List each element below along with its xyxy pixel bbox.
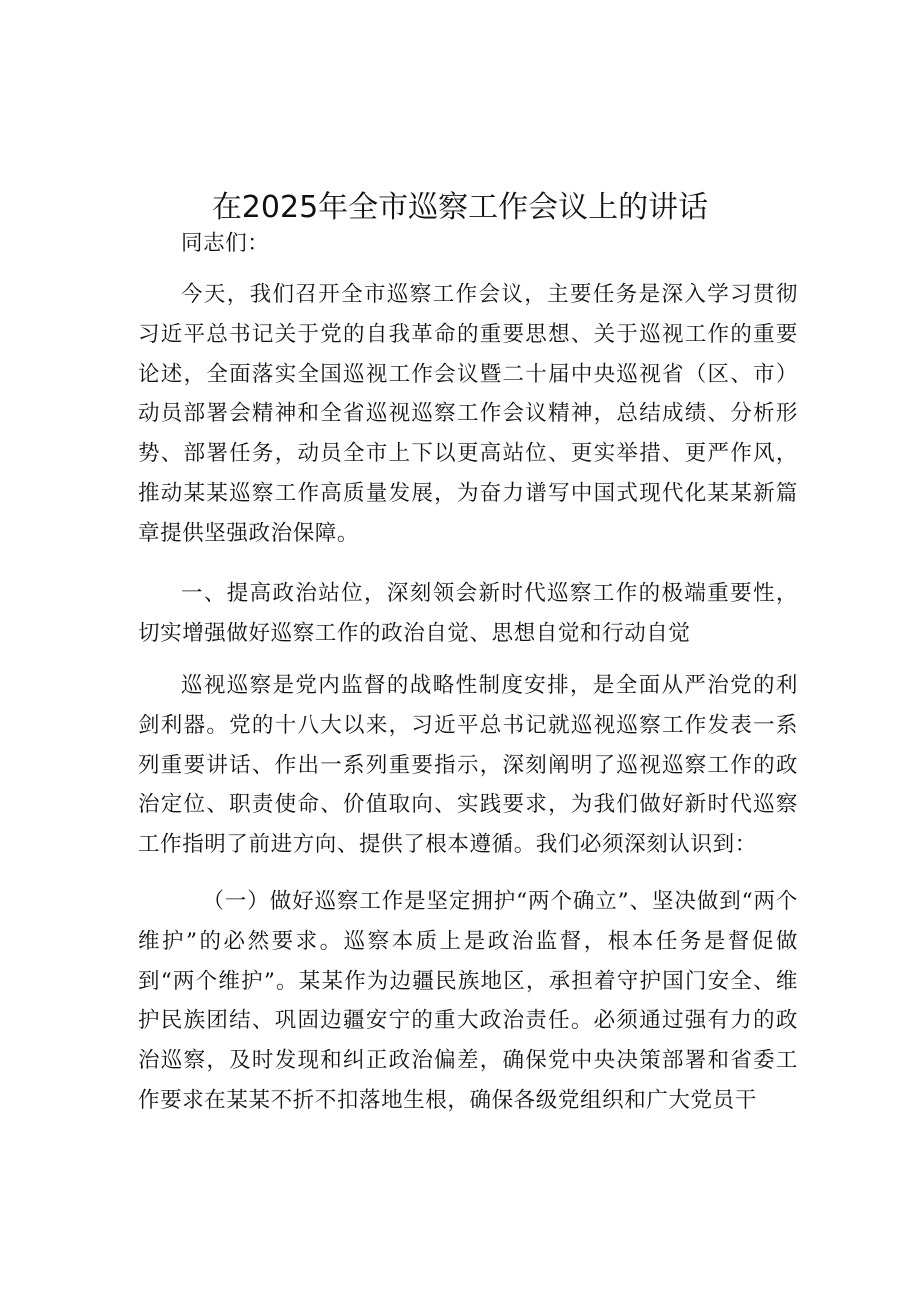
paragraph-block-4 [138,882,798,1121]
salutation-block [138,224,798,264]
section-heading-1: 一、提高政治站位，深刻领会新时代巡察工作的极端重要性，切实增强做好巡察工作的政治自觉、思想自觉和行动自觉 [138,581,798,646]
document-title: 在2025年全市巡察工作会议上的讲话 [211,190,709,226]
paragraph-section-1: 巡视巡察是党内监督的战略性制度安排，是全面从严治党的利剑利器。党的十八大以来，习近平总书记就巡视巡察工作发表一系列重要讲话、作出一系列重要指示，深刻阐明了巡视巡察工作的政治定位、职责使命、价值取向、实践要求，为我们做好新时代巡察工作指明了前进方向、提供了根本遵循。我们必须深刻认识到： [138,673,798,858]
subsection-1: （一）做好巡察工作是坚定拥护“两个确立”、坚决做到“两个维护”的必然要求。巡察本质上是政治监督，根本任务是督促做到“两个维护”。某某作为边疆民族地区，承担着守护国门安全、维护民族团结、巩固边疆安宁的重大政治责任。必须通过强有力的政治巡察，及时发现和纠正政治偏差，确保党中央决策部署和省委工作要求在某某不折不扣落地生根，确保各级党组织和广大党员干 [138,889,798,1113]
paragraph-intro: 今天，我们召开全市巡察工作会议，主要任务是深入学习贯彻习近平总书记关于党的自我革命的重要思想、关于巡视工作的重要论述，全面落实全国巡视工作会议暨二十届中央巡视省（区、市）动员部署会精神和全省巡视巡察工作会议精神，总结成绩、分析形势、部署任务，动员全市上下以更高站位、更实举措、更严作风，推动某某巡察工作高质量发展，为奋力谱写中国式现代化某某新篇章提供坚强政治保障。 [138,282,798,546]
paragraph-block-2 [138,574,798,654]
paragraph-block-3 [138,666,798,865]
salutation: 同志们： [181,231,270,256]
paragraph-block-1 [138,275,798,554]
